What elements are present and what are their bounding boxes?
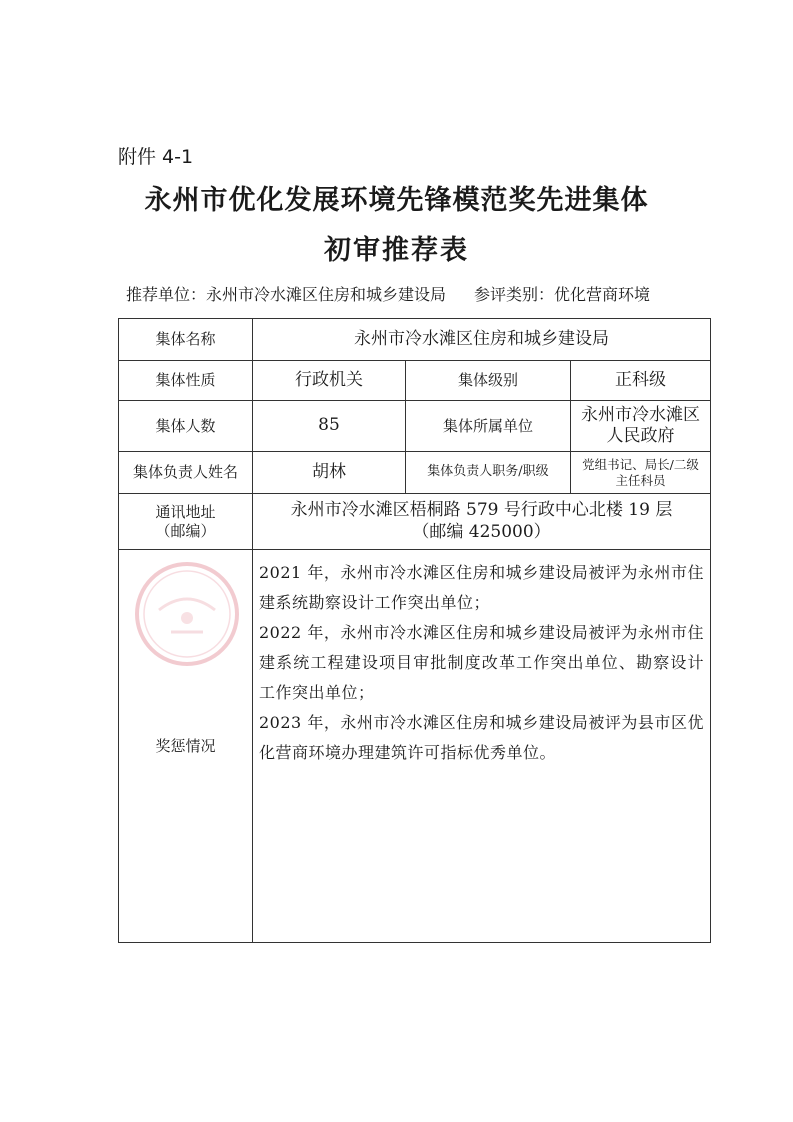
- recommender-unit: 推荐单位：永州市冷水滩区住房和城乡建设局: [126, 285, 447, 304]
- document-title: 永州市优化发展环境先锋模范奖先进集体: [144, 185, 649, 216]
- award-item-2023: 2023 年，永州市冷水滩区住房和城乡建设局被评为县市区优化营商环境办理建筑许可指标优秀单位。: [259, 713, 704, 762]
- count-label: 集体人数: [119, 401, 253, 452]
- leader-post-line-2: 主任科员: [615, 472, 666, 488]
- official-seal-stamp: [131, 558, 243, 670]
- awards-content: [253, 550, 711, 943]
- level-label: 集体级别: [406, 361, 571, 401]
- name-label: 集体名称: [119, 319, 253, 361]
- attachment-number: 附件 4-1: [118, 146, 194, 168]
- award-item-2021: 2021 年，永州市冷水滩区住房和城乡建设局被评为永州市住建系统勘察设计工作突出单位；: [259, 563, 704, 612]
- affiliation-line-2: 人民政府: [606, 426, 675, 446]
- address-value: [253, 494, 711, 550]
- leader-post-line-1: 党组书记、局长/二级: [582, 456, 699, 472]
- recommendation-meta: [126, 282, 650, 305]
- table-row: [119, 550, 711, 943]
- address-label-line-1: 通讯地址: [155, 502, 216, 521]
- leader-post-label: 集体负责人职务/职级: [406, 452, 571, 494]
- leader-name-value: 胡林: [253, 452, 406, 494]
- address-label: [119, 494, 253, 550]
- leader-name-label: 集体负责人姓名: [119, 452, 253, 494]
- address-line-2: （邮编 425000）: [412, 521, 551, 542]
- affiliation-label: 集体所属单位: [406, 401, 571, 452]
- recommendation-form-table: [118, 318, 711, 943]
- name-value: 永州市冷水滩区住房和城乡建设局: [253, 319, 711, 361]
- affiliation-line-1: 永州市冷水滩区: [581, 404, 700, 425]
- level-value: 正科级: [571, 361, 711, 401]
- document-subtitle: 初审推荐表: [324, 235, 469, 266]
- award-item-2022: 2022 年，永州市冷水滩区住房和城乡建设局被评为永州市住建系统工程建设项目审批制度改革工作突出单位、勘察设计工作突出单位；: [259, 623, 704, 702]
- nature-label: 集体性质: [119, 361, 253, 401]
- table-row: [119, 452, 711, 494]
- table-row: [119, 494, 711, 550]
- awards-label: 奖惩情况: [155, 736, 216, 755]
- table-row: [119, 319, 711, 361]
- count-value: 85: [253, 401, 406, 452]
- address-label-line-2: （邮编）: [155, 521, 216, 540]
- affiliation-value: [571, 401, 711, 452]
- awards-label-cell: [119, 550, 253, 943]
- table-row: [119, 361, 711, 401]
- address-line-1: 永州市冷水滩区梧桐路 579 号行政中心北楼 19 层: [290, 500, 673, 521]
- nature-value: 行政机关: [253, 361, 406, 401]
- leader-post-value: [571, 452, 711, 494]
- table-row: [119, 401, 711, 452]
- award-category: 参评类别：优化营商环境: [474, 285, 651, 304]
